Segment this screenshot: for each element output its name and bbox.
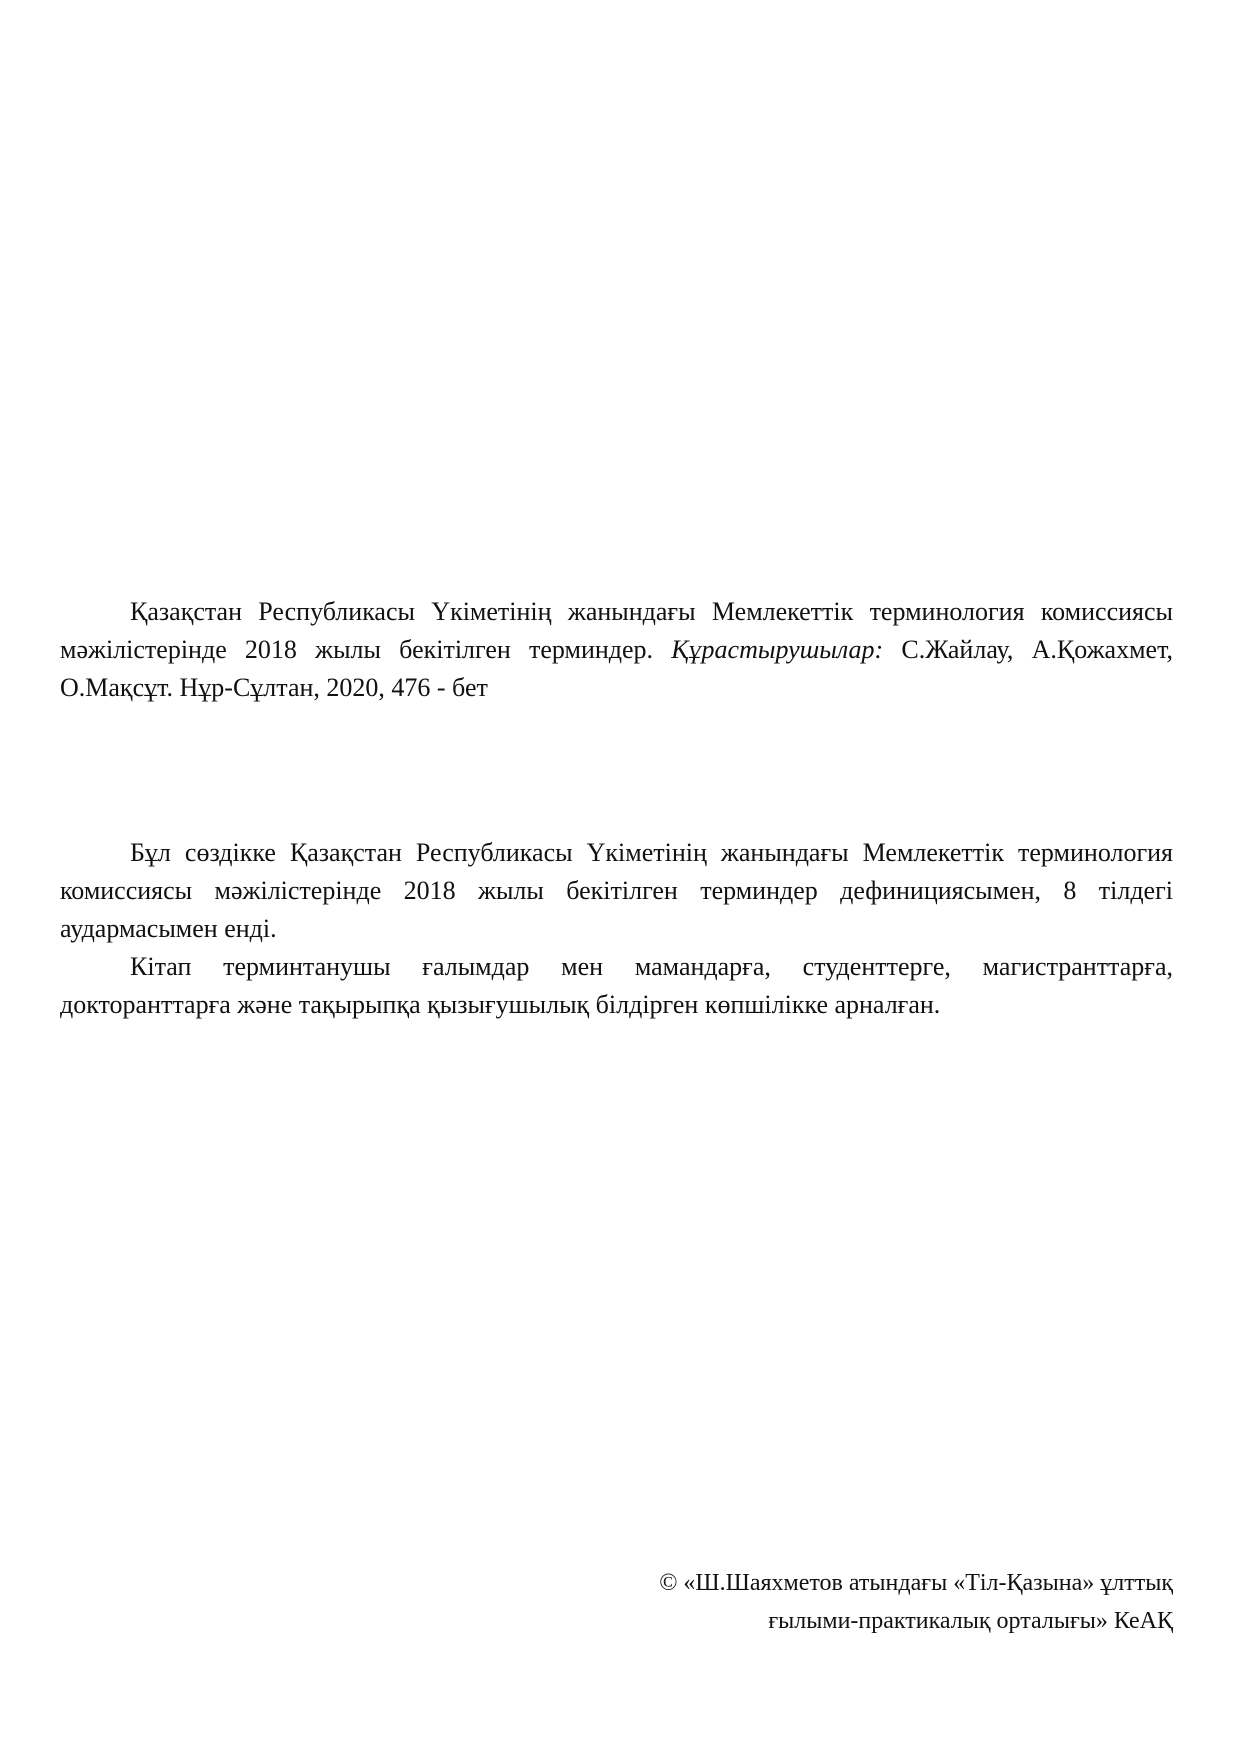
copyright-line-2: ғылыми-практикалық орталығы» КеАҚ: [768, 1608, 1173, 1634]
bibliographic-citation: [60, 593, 1173, 707]
annotation-paragraph-1: Бұл сөздікке Қазақстан Республикасы Үкіметінің жанындағы Мемлекеттік терминология комиссиясы мәжілістерінде 2018 жылы бекітілген терминдер дефинициясымен, 8 тілдегі аудармасымен енді.: [60, 838, 1173, 943]
citation-main-text: Қазақстан Республикасы Үкіметінің жанындағы Мемлекеттік терминология комиссиясы мәжілістерінде 2018 жылы бекітілген терминдер.: [60, 597, 1173, 664]
annotation: [60, 834, 1173, 1024]
citation-authors-text: С.Жайлау, А.Қожахмет, О.Мақсұт. Нұр-Сұлтан, 2020, 476 - бет: [60, 635, 1174, 702]
copyright-notice: [473, 1564, 1173, 1640]
citation-paragraph: [60, 593, 1173, 707]
compilers-label: Құрастырушылар:: [671, 635, 884, 664]
annotation-paragraph-2: Кітап терминтанушы ғалымдар мен мамандарға, студенттерге, магистранттарға, докторанттарға және тақырыпқа қызығушылық білдірген көпшілікке арналған.: [60, 952, 1173, 1019]
copyright-line-1: © «Ш.Шаяхметов атындағы «Тіл-Қазына» ұлттық: [659, 1570, 1173, 1596]
